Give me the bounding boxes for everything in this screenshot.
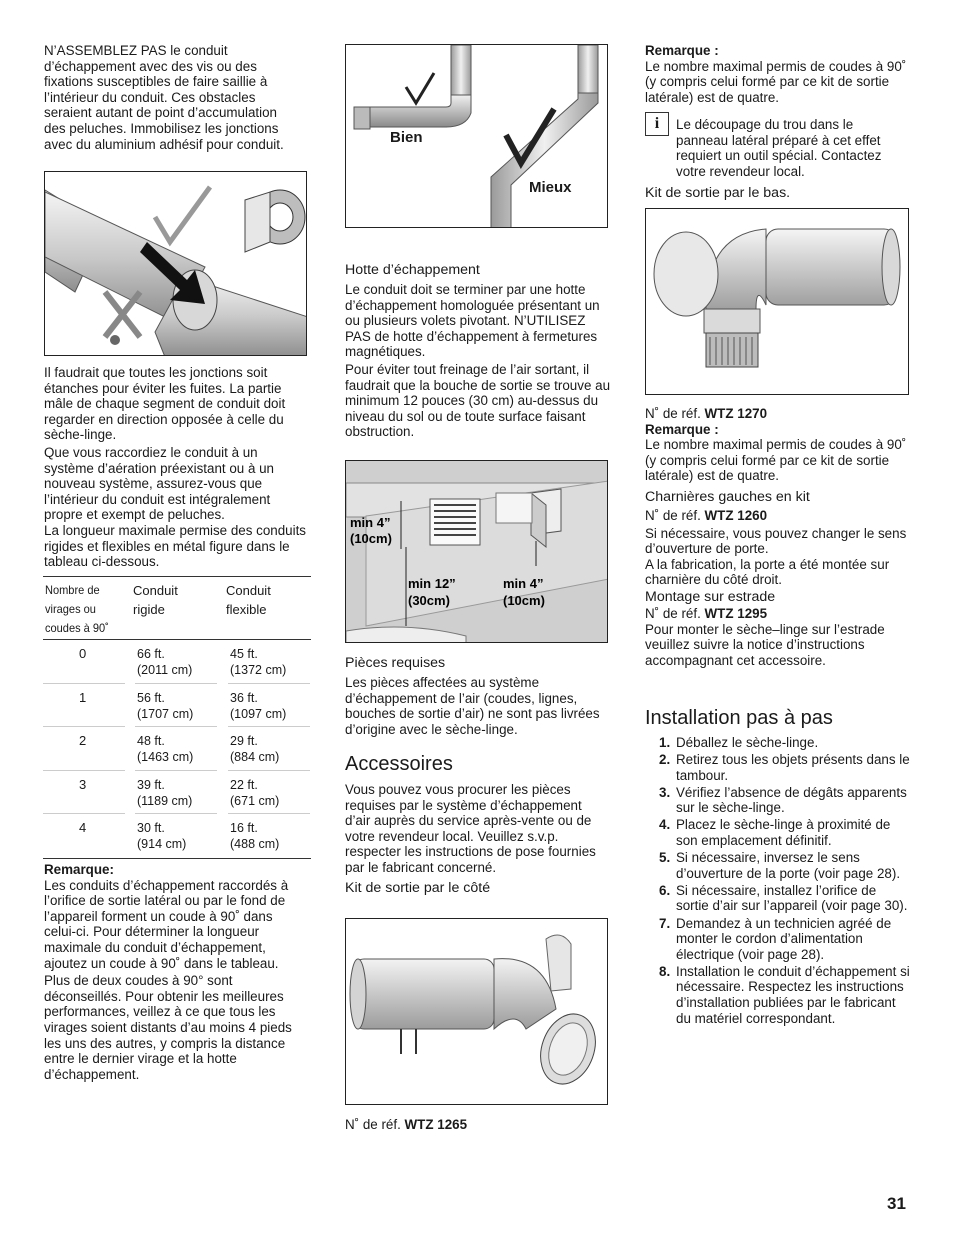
vent-clearance-figure xyxy=(345,460,608,643)
kit-bas-title: Kit de sortie par le bas. xyxy=(645,185,791,201)
accessoires-title: Accessoires xyxy=(345,753,453,775)
page-number: 31 xyxy=(887,1194,906,1213)
installation-title: Installation pas à pas xyxy=(645,707,833,729)
charnieres-title: Charnières gauches en kit xyxy=(645,488,810,505)
side-vent-kit-illustration xyxy=(346,919,608,1105)
table-cell-turns: 0 xyxy=(79,646,87,661)
remarque-title: Remarque: xyxy=(44,862,114,877)
intro-paragraph: N’ASSEMBLEZ PAS le conduit d’échappement avec des vis ou des fixations susceptibles de faire saillie à l’intérieur du conduit. Ces obstacles seraient autant de point d’accumulation des peluches. Immobilisez les jonctions avec du aluminium adhésif pour conduit. xyxy=(44,43,284,152)
install-step: 6. Si nécessaire, installez l’orifice de sortie d’air sur l’appareil (voir page 30). xyxy=(659,882,908,914)
kit-bas-title-wrap xyxy=(645,185,907,202)
duct-routing-illustration xyxy=(346,45,608,228)
table-cell-flexible: 36 ft. (1097 cm) xyxy=(230,690,287,721)
install-step: 4. Placez le sèche-linge à proximité de son emplacement définitif. xyxy=(659,817,891,849)
table-cell-turns: 4 xyxy=(79,820,87,836)
estrade-title: Montage sur estrade xyxy=(645,588,776,605)
label-bien: Bien xyxy=(390,129,423,146)
col3-refs: N˚ de réf. WTZ 1270 Remarque : Le nombre maximal permis de coudes à 90˚ (y compris celui formé par ce kit de sortie latérale) est de quatre. Charnières gauches en kit N˚ de réf. WTZ 1260 Si nécessaire, vous pouvez changer le sens d’ouverture de porte. A la fabrication, la porte a été montée sur charnière du côté droit. Montage sur estrade N˚ de réf. WTZ 1295 Pour monter le sèche–linge sur l’estrade veuillez suivre la notice d’instructions accompagnant cet accessoire. xyxy=(645,406,907,668)
install-step: 3. Vérifiez l’absence de dégâts apparents sur le sèche-linge. xyxy=(659,784,907,816)
bottom-vent-kit-figure xyxy=(645,208,909,395)
table-cell-flexible: 16 ft. (488 cm) xyxy=(230,821,280,852)
joints-paragraphs: Il faudrait que toutes les jonctions soit étanches pour éviter les fuites. La partie mâle de chaque segment de conduit doit regarder en direction opposée à celle du sèche-linge. Que vous raccordiez le conduit à un système d’aération préexistant ou à un nouveau système, assurez-vous que l’intérieur du conduit est intégralement propre et exempt de peluches. La longueur maximale permise des conduits rigides et flexibles en métal figure dans le tableau ci-dessous. xyxy=(44,365,307,570)
duct-tape-figure xyxy=(44,171,307,356)
hotte-title: Hotte d’échappement xyxy=(345,262,480,278)
remarque1-section: Remarque : Le nombre maximal permis de coudes à 90˚ (y compris celui formé par ce kit de sortie latérale) est de quatre. xyxy=(645,43,907,105)
table-row xyxy=(43,771,311,815)
clearance-label-floor: min 12” (30cm) xyxy=(408,576,456,608)
accessoires-section: Accessoires Vous pouvez vous procurer les pièces requises par le système d’échappement d’air auprès du service après-vente ou de votre revendeur local. Veuillez s.v.p. respecter les instructions de pose fournies par le fabricant concerné. Kit de sortie par le côté xyxy=(345,752,610,897)
table-cell-rigid: 39 ft. (1189 cm) xyxy=(137,777,193,808)
table-row xyxy=(43,727,311,771)
ref-side-kit: N˚ de réf. WTZ 1265 xyxy=(345,1117,468,1132)
install-step: 5. Si nécessaire, inversez le sens d’ouverture de la porte (voir page 28). xyxy=(659,850,901,881)
table-header-flexible: Conduit flexible xyxy=(226,583,271,617)
remarque-section: Remarque: Les conduits d’échappement raccordés à l’orifice de sortie latéral ou par le fond de l’appareil forment un coude à 90˚ dans celui-ci. Pour déterminer la longueur maximale du conduit d’échappement, ajoutez un coude à 90˚ dans le tableau. Plus de deux coudes à 90° sont déconseillés. Pour obtenir les meilleures performances, veillez à ce que tous les virages soient distants d’au moins 4 pieds les uns des autres, y compris la distance entre le dernier virage et la hotte d’échappement. xyxy=(44,862,306,1082)
info-icon: i xyxy=(645,112,669,136)
table-row xyxy=(43,684,311,728)
table-cell-rigid: 48 ft. (1463 cm) xyxy=(137,734,194,765)
clearance-label-side: min 4” (10cm) xyxy=(503,576,545,608)
table-cell-rigid: 56 ft. (1707 cm) xyxy=(137,690,194,721)
install-step: 7. Demandez à un technicien agréé de monter le cordon d’alimentation électrique (voir page 28). xyxy=(659,915,892,962)
install-step: 1. Déballez le sèche-linge. xyxy=(659,735,819,750)
hotte-section: Hotte d’échappement Le conduit doit se terminer par une hotte d’échappement homologuée présentant un ou plusieurs volets pivotant. N’UTILISEZ PAS de hotte d’échappement à fermetures magnétiques. Pour éviter tout freinage de l’air sortant, il faudrait que la bouche de sortie se trouve au minimum 12 pouces (30 cm) au-dessus du niveau du sol ou de toute surface faisant obstruction. xyxy=(345,262,611,440)
clearance-label-top: min 4” (10cm) xyxy=(350,515,392,546)
table-row xyxy=(43,814,311,859)
install-step: 8. Installation le conduit d’échappement si nécessaire. Respectez les instructions d’installation publiées par le fabricant du matériel correspondant. xyxy=(659,963,910,1026)
table-cell-flexible: 22 ft. (671 cm) xyxy=(230,777,280,808)
vent-length-table xyxy=(43,576,311,859)
table-header-rigid: Conduit rigide xyxy=(133,583,178,617)
table-row xyxy=(43,640,311,684)
table-cell-turns: 2 xyxy=(79,733,87,749)
table-cell-turns: 3 xyxy=(79,776,87,792)
pieces-title: Pièces requises xyxy=(345,655,446,671)
table-header-turns: Nombre de virages ou coudes à 90˚ xyxy=(45,583,109,635)
kit-cote-title: Kit de sortie par le côté xyxy=(345,879,491,896)
duct-tape-illustration xyxy=(45,172,307,356)
bottom-vent-kit-illustration xyxy=(646,209,909,395)
table-cell-turns: 1 xyxy=(79,689,87,705)
install-step: 2. Retirez tous les objets présents dans le tambour. xyxy=(659,752,910,783)
pieces-section: Pièces requises Les pièces affectées au système d’échappement de l’air (coudes, lignes, bouches de sortie d’air) ne sont pas livrées d’origine avec le sèche-linge. xyxy=(345,655,610,737)
table-cell-flexible: 29 ft. (884 cm) xyxy=(230,734,280,765)
table-cell-flexible: 45 ft. (1372 cm) xyxy=(230,647,287,677)
table-cell-rigid: 66 ft. (2011 cm) xyxy=(137,647,193,677)
side-vent-kit-figure xyxy=(345,918,608,1105)
installation-section xyxy=(645,706,911,1028)
bien-mieux-figure xyxy=(345,44,608,228)
table-cell-rigid: 30 ft. (914 cm) xyxy=(137,821,187,852)
label-mieux: Mieux xyxy=(529,179,572,196)
vent-clearance-illustration xyxy=(346,461,608,643)
info-box: i Le découpage du trou dans le panneau latéral préparé à cet effet requiert un outil spécial. Contactez votre revendeur local. xyxy=(645,112,907,179)
